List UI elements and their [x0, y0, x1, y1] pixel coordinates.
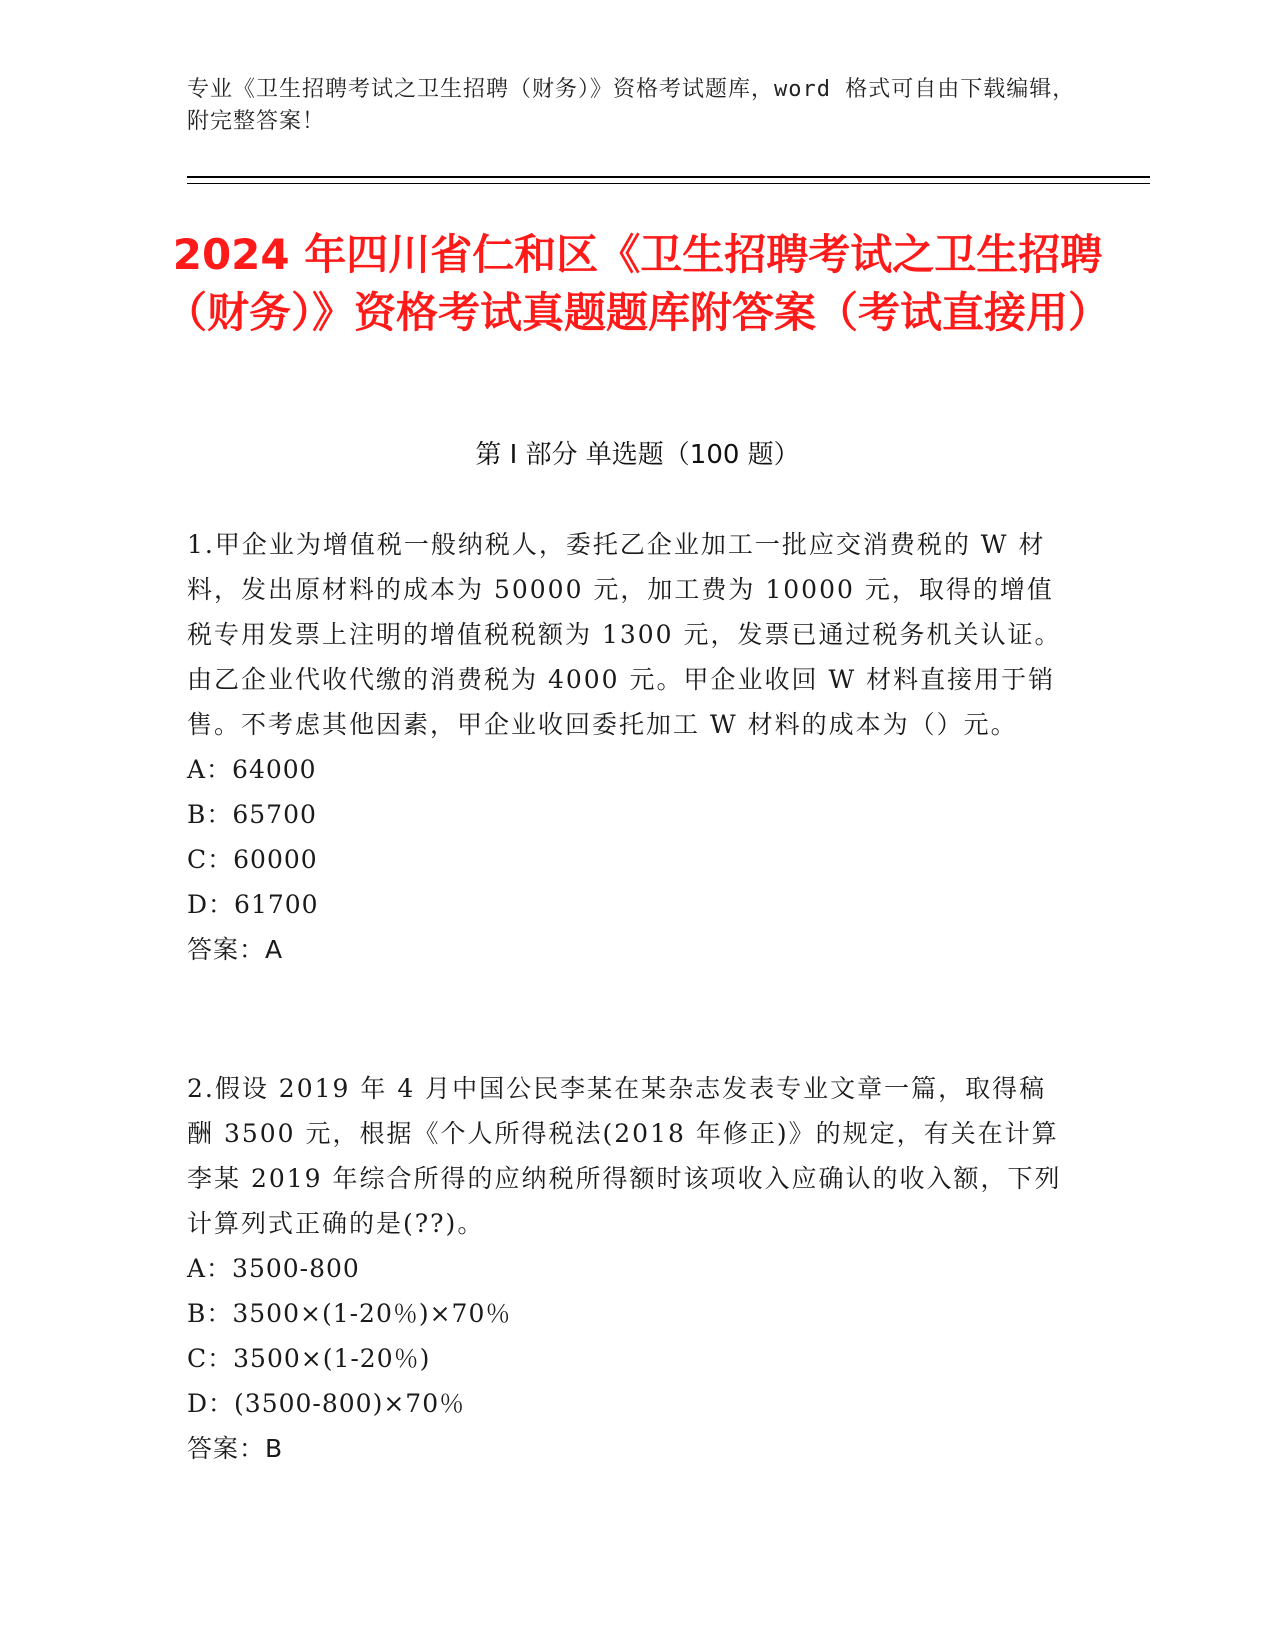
answer: 答案：A	[187, 935, 284, 964]
answer: 答案：B	[187, 1434, 284, 1463]
option-a: A：3500-800	[187, 1254, 360, 1283]
document-title: 2024 年四川省仁和区《卫生招聘考试之卫生招聘（财务）》资格考试真题题库附答案（考试直接用）	[164, 230, 1110, 337]
option-c: C：3500×(1-20％)	[187, 1344, 431, 1373]
question-stem: 1.甲企业为增值税一般纳税人，委托乙企业加工一批应交消费税的 W 材料，发出原材料的成本为 50000 元，加工费为 10000 元，取得的增值税专用发票上注明的增值税税额为 1300 元，发票已通过税务机关认证。由乙企业代收代缴的消费税为 4000 元。甲企业收回 W 材料直接用于销售。不考虑其他因素，甲企业收回委托加工 W 材料的成本为（）元。	[187, 530, 1062, 739]
option-b: B：3500×(1-20％)×70％	[187, 1299, 512, 1328]
header-note: 专业《卫生招聘考试之卫生招聘（财务）》资格考试题库，word 格式可自由下载编辑，附完整答案！	[187, 77, 1076, 134]
option-c: C：60000	[187, 845, 318, 874]
question-1	[187, 522, 1067, 972]
option-d: D：(3500-800)×70％	[187, 1389, 466, 1418]
section-heading: 第 I 部分 单选题（100 题）	[475, 440, 800, 470]
option-d: D：61700	[187, 890, 319, 919]
option-b: B：65700	[187, 800, 317, 829]
question-2	[187, 1066, 1067, 1471]
header-rule-thin	[187, 183, 1150, 184]
option-a: A：64000	[187, 755, 317, 784]
question-stem: 2.假设 2019 年 4 月中国公民李某在某杂志发表专业文章一篇，取得稿酬 3500 元，根据《个人所得税法(2018 年修正)》的规定，有关在计算李某 2019 年综合所得的应纳税所得额时该项收入应确认的收入额，下列计算列式正确的是(??)。	[187, 1074, 1062, 1238]
header-rule-thick	[187, 176, 1150, 178]
